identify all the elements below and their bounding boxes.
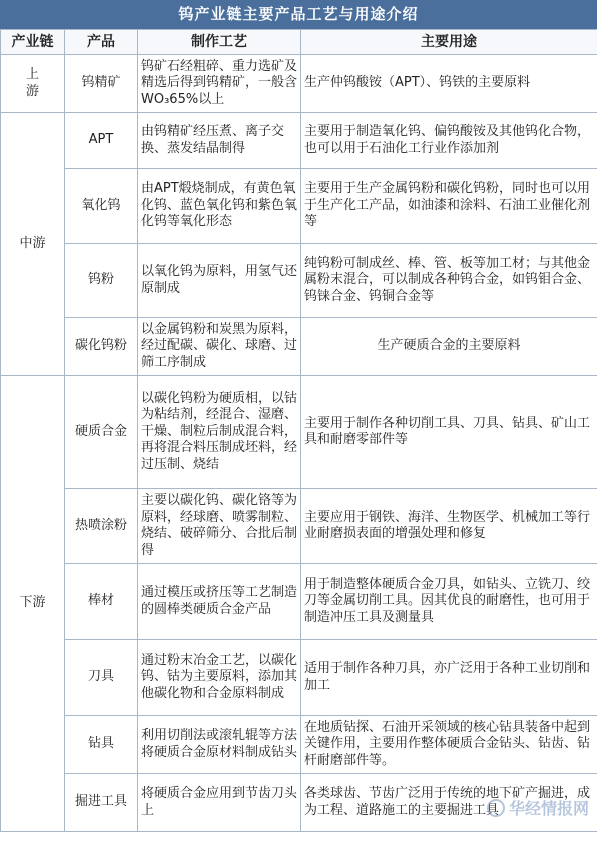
use-cell: 生产仲钨酸铵（APT）、钨铁的主要原料 <box>301 55 597 113</box>
use-cell: 各类球齿、节齿广泛用于传统的地下矿产掘进，成为工程、道路施工的主要掘进工具 <box>301 774 597 832</box>
segment-midstream: 中游 <box>1 113 65 376</box>
use-cell: 纯钨粉可制成丝、棒、管、板等加工材；与其他金属粉末混合，可以制成各种钨合金，如钨钼合金、钨铼合金、钨铜合金等 <box>301 244 597 318</box>
table-row <box>1 716 597 774</box>
header-row <box>1 30 597 55</box>
table-row <box>1 774 597 832</box>
use-cell: 主要用于生产金属钨粉和碳化钨粉，同时也可以用于生产化工产品，如油漆和涂料、石油工业催化剂等 <box>301 169 597 244</box>
segment-upstream: 上 游 <box>1 55 65 113</box>
table-row <box>1 169 597 244</box>
product-cell: APT <box>65 113 138 169</box>
table-row <box>1 244 597 318</box>
product-cell: 碳化钨粉 <box>65 318 138 376</box>
use-cell: 主要用于制造氧化钨、偏钨酸铵及其他钨化合物，也可以用于石油化工行业作添加剂 <box>301 113 597 169</box>
header-industry-chain: 产业链 <box>1 30 65 55</box>
process-table <box>0 29 597 832</box>
table-row <box>1 113 597 169</box>
process-cell: 以金属钨粉和炭黑为原料，经过配碳、碳化、球磨、过筛工序制成 <box>138 318 301 376</box>
table-row <box>1 564 597 640</box>
product-cell: 钨粉 <box>65 244 138 318</box>
process-cell: 通过粉末冶金工艺，以碳化钨、钴为主要原料，添加其他碳化物和合金原料制成 <box>138 640 301 716</box>
process-cell: 通过模压或挤压等工艺制造的圆棒类硬质合金产品 <box>138 564 301 640</box>
use-cell: 适用于制作各种刀具，亦广泛用于各种工业切削和加工 <box>301 640 597 716</box>
header-product: 产品 <box>65 30 138 55</box>
use-cell: 用于制造整体硬质合金刀具，如钻头、立铣刀、绞刀等金属切削工具。因其优良的耐磨性，也可用于制造冲压工具及测量具 <box>301 564 597 640</box>
watermark-text: 华经情报网 <box>508 799 589 818</box>
process-cell: 由APT煅烧制成，有黄色氧化钨、蓝色氧化钨和紫色氧化钨等氧化形态 <box>138 169 301 244</box>
table-title: 钨产业链主要产品工艺与用途介绍 <box>0 0 597 29</box>
use-cell: 主要应用于钢铁、海洋、生物医学、机械加工等行业耐磨损表面的增强处理和修复 <box>301 489 597 564</box>
process-cell: 以碳化钨粉为硬质相，以钴为粘结剂，经混合、湿磨、干燥、制粒后制成混合料，再将混合料压制成坯料，经过压制、烧结 <box>138 376 301 489</box>
product-cell: 棒材 <box>65 564 138 640</box>
table-row <box>1 489 597 564</box>
table-row <box>1 640 597 716</box>
product-cell: 刀具 <box>65 640 138 716</box>
use-cell: 生产硬质合金的主要原料 <box>301 318 597 376</box>
product-cell: 掘进工具 <box>65 774 138 832</box>
header-use: 主要用途 <box>301 30 597 55</box>
segment-downstream: 下游 <box>1 376 65 832</box>
process-cell: 以氧化钨为原料，用氢气还原制成 <box>138 244 301 318</box>
use-cell: 主要用于制作各种切削工具、刀具、钻具、矿山工具和耐磨零部件等 <box>301 376 597 489</box>
product-cell: 氧化钨 <box>65 169 138 244</box>
process-cell: 利用切削法或滚轧辊等方法将硬质合金原材料制成钻头 <box>138 716 301 774</box>
product-cell: 钨精矿 <box>65 55 138 113</box>
use-cell: 在地质钻探、石油开采领域的核心钻具装备中起到关键作用，主要用作整体硬质合金钻头、钻齿、钻杆耐磨部件等。 <box>301 716 597 774</box>
header-process: 制作工艺 <box>138 30 301 55</box>
product-cell: 钻具 <box>65 716 138 774</box>
process-cell: 将硬质合金应用到节齿刀头上 <box>138 774 301 832</box>
product-cell: 硬质合金 <box>65 376 138 489</box>
table-row <box>1 318 597 376</box>
process-cell: 钨矿石经粗碎、重力选矿及精选后得到钨精矿，一般含WO₃65%以上 <box>138 55 301 113</box>
product-cell: 热喷涂粉 <box>65 489 138 564</box>
process-cell: 由钨精矿经压煮、离子交换、蒸发结晶制得 <box>138 113 301 169</box>
table-row <box>1 376 597 489</box>
table-row <box>1 55 597 113</box>
process-cell: 主要以碳化钨、碳化铬等为原料，经球磨、喷雾制粒、烧结、破碎筛分、合批后制得 <box>138 489 301 564</box>
